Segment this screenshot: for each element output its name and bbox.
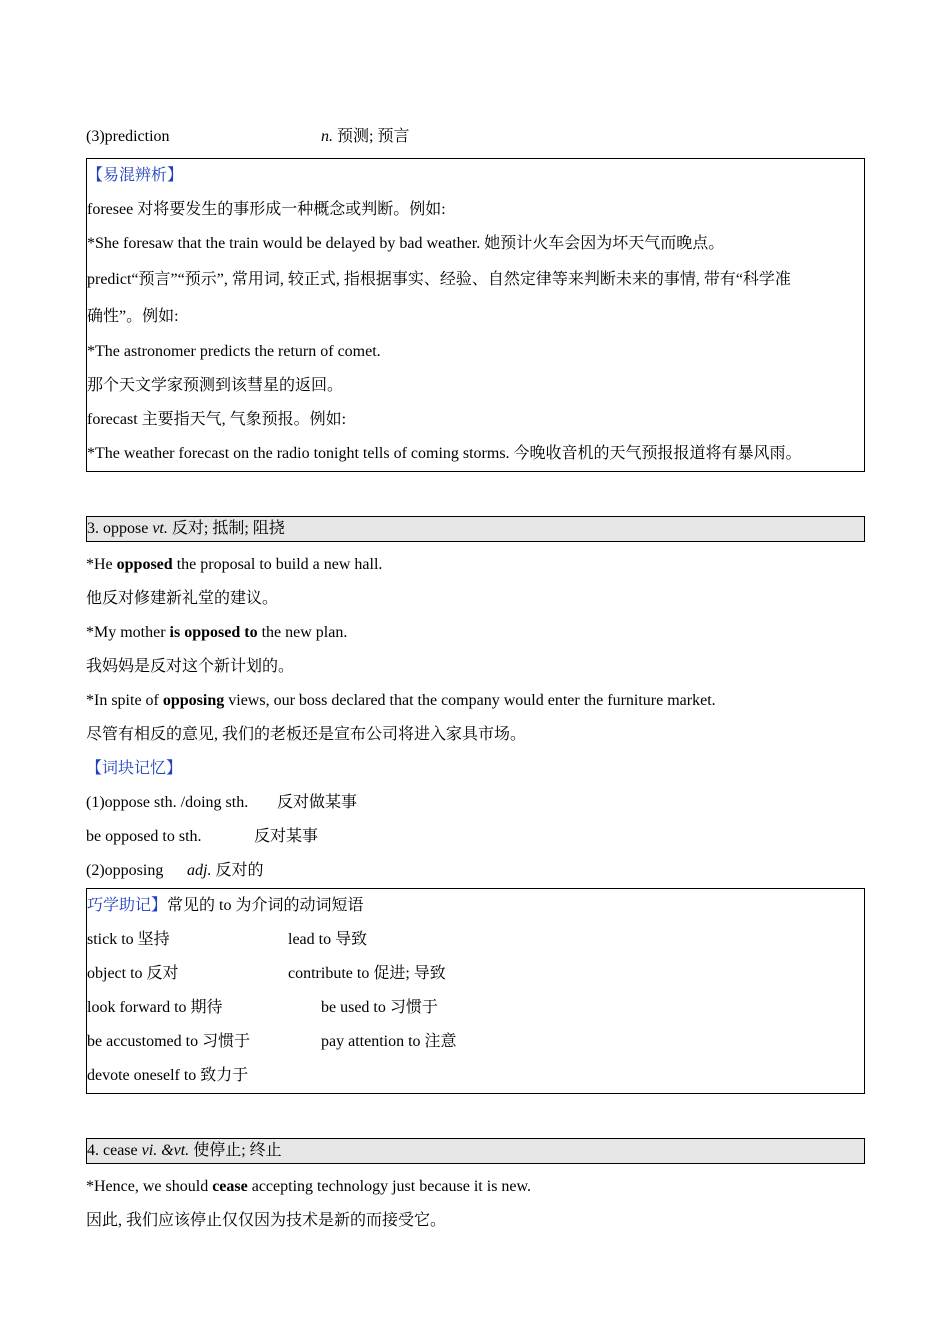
section-3-pos: vt. [152,520,168,537]
document-page [86,120,865,1238]
section-4-word: 4. cease [87,1142,142,1159]
chunk-line: (1)oppose sth. /doing sth. 反对做某事 [86,794,358,811]
chunk-line: (2)opposing adj. 反对的 [86,862,264,879]
prediction-meaning [321,120,409,154]
confusion-box [86,158,865,472]
section-4-meaning: 使停止; 终止 [189,1142,282,1159]
confusion-line: *The astronomer predicts the return of comet. [87,343,381,360]
example-sentence: *In spite of opposing views, our boss declared that the company would enter the furniture market. [86,692,716,709]
confusion-line: *The weather forecast on the radio tonight tells of coming storms. 今晚收音机的天气预报报道将有暴风雨。 [87,445,802,462]
memory-heading: 巧学助记】常见的 to 为介词的动词短语 [87,897,364,914]
section-3-meaning: 反对; 抵制; 阻挠 [167,520,285,537]
example-translation: 尽管有相反的意见, 我们的老板还是宣布公司将进入家具市场。 [86,726,527,743]
confusion-line: predict“预言”“预示”, 常用词, 较正式, 指根据事实、经验、自然定律等来判断未来的事情, 带有“科学准 [87,271,791,288]
example-translation: 我妈妈是反对这个新计划的。 [86,658,295,675]
phrase-row: look forward to 期待 be used to 习惯于 [87,999,438,1016]
prediction-line [86,120,865,154]
confusion-line: 确性”。例如: [87,308,179,325]
example-sentence: *He opposed the proposal to build a new hall. [86,556,383,573]
example-translation: 因此, 我们应该停止仅仅因为技术是新的而接受它。 [86,1212,447,1229]
phrase-row: object to 反对 contribute to 促进; 导致 [87,965,446,982]
memory-box [86,888,865,1094]
confusion-line: *She foresaw that the train would be delayed by bad weather. 她预计火车会因为坏天气而晚点。 [87,235,725,252]
chunk-heading: 【词块记忆】 [86,760,183,777]
example-translation: 他反对修建新礼堂的建议。 [86,590,279,607]
confusion-line: forecast 主要指天气, 气象预报。例如: [87,411,347,428]
phrase-row: stick to 坚持 lead to 导致 [87,931,368,948]
section-4-header [86,1138,865,1164]
phrase-row: be accustomed to 习惯于 pay attention to 注意 [87,1033,457,1050]
confusion-heading: 【易混辨析】 [87,167,184,184]
section-3-header [86,516,865,542]
confusion-line: foresee 对将要发生的事形成一种概念或判断。例如: [87,201,446,218]
chunk-line: be opposed to sth. 反对某事 [86,828,319,845]
example-sentence: *My mother is opposed to the new plan. [86,624,348,641]
prediction-pos: n. [321,128,333,145]
section-3-word: 3. oppose [87,520,153,537]
prediction-word: (3)prediction [86,128,170,145]
example-sentence: *Hence, we should cease accepting technology just because it is new. [86,1178,532,1195]
section-4-pos: vi. &vt. [141,1142,190,1159]
phrase-row: devote oneself to 致力于 [87,1067,249,1084]
prediction-cn: 预测; 预言 [333,128,410,145]
confusion-line: 那个天文学家预测到该彗星的返回。 [87,377,344,394]
